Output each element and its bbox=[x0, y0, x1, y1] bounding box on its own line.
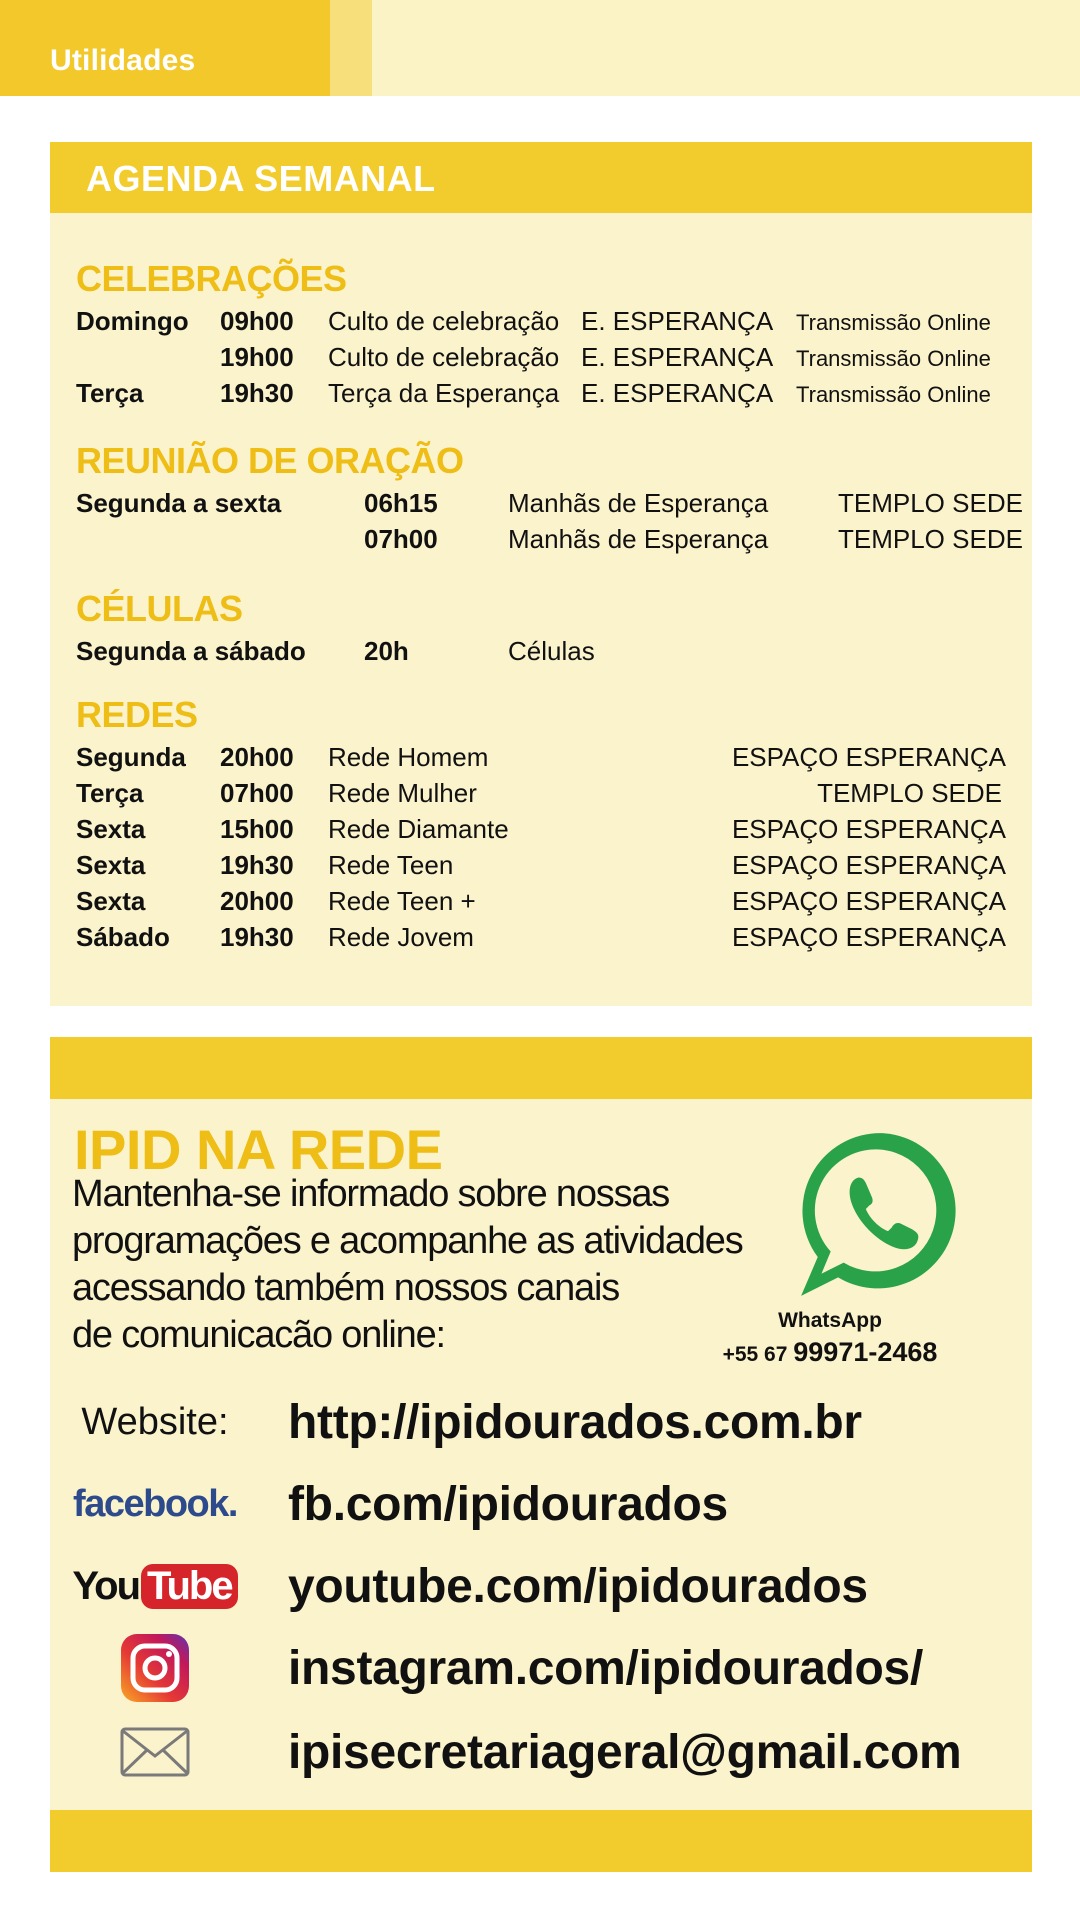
row-time: 20h00 bbox=[220, 886, 294, 916]
row-event: Terça da Esperança bbox=[328, 378, 560, 408]
schedule-row bbox=[50, 886, 1032, 922]
youtube-logo-tube: Tube bbox=[141, 1564, 238, 1609]
row-time: 20h bbox=[364, 636, 409, 666]
instagram-row bbox=[50, 1633, 1032, 1703]
schedule-row bbox=[50, 306, 1032, 342]
schedule-row bbox=[50, 488, 1032, 524]
row-event: Células bbox=[508, 636, 595, 666]
row-place: ESPAÇO ESPERANÇA bbox=[731, 814, 1006, 844]
phone-prefix: +55 67 bbox=[722, 1343, 788, 1366]
facebook-icon bbox=[60, 1469, 250, 1539]
row-note: Transmissão Online bbox=[796, 346, 991, 371]
row-day: Sexta bbox=[76, 886, 146, 916]
row-event: Culto de celebração bbox=[328, 342, 560, 372]
phone-number: 99971-2468 bbox=[793, 1337, 938, 1367]
schedule-row bbox=[50, 922, 1032, 958]
row-day: Segunda a sexta bbox=[76, 488, 282, 518]
row-event: Rede Diamante bbox=[328, 814, 509, 844]
schedule-row bbox=[50, 742, 1032, 778]
top-banner bbox=[0, 0, 1080, 96]
youtube-row bbox=[50, 1551, 1032, 1621]
row-place: ESPAÇO ESPERANÇA bbox=[731, 850, 1006, 880]
section-title-celulas: CÉLULAS bbox=[76, 588, 243, 629]
website-label-box bbox=[60, 1387, 250, 1457]
row-place: ESPAÇO ESPERANÇA bbox=[731, 886, 1006, 916]
row-time: 09h00 bbox=[220, 306, 294, 336]
panel-bottom-band bbox=[50, 1810, 1032, 1872]
row-event: Rede Homem bbox=[328, 742, 489, 772]
row-day: Domingo bbox=[76, 306, 189, 336]
email-link[interactable]: ipisecretariageral@gmail.com bbox=[288, 1726, 962, 1779]
row-event: Manhãs de Esperança bbox=[508, 524, 769, 554]
row-event: Rede Teen bbox=[328, 850, 454, 880]
section-title-redes: REDES bbox=[76, 694, 198, 735]
row-day: Sexta bbox=[76, 850, 146, 880]
instagram-link[interactable]: instagram.com/ipidourados/ bbox=[288, 1642, 923, 1695]
schedule-row bbox=[50, 342, 1032, 378]
facebook-row bbox=[50, 1469, 1032, 1539]
page-title: Utilidades bbox=[50, 44, 196, 77]
panel-top-band bbox=[50, 1037, 1032, 1099]
row-time: 07h00 bbox=[364, 524, 438, 554]
row-time: 20h00 bbox=[220, 742, 294, 772]
row-time: 19h30 bbox=[220, 922, 294, 952]
schedule-row bbox=[50, 524, 1032, 560]
whatsapp-phone[interactable] bbox=[670, 1337, 990, 1368]
section-title-celebracoes: CELEBRAÇÕES bbox=[76, 258, 347, 299]
youtube-link[interactable]: youtube.com/ipidourados bbox=[288, 1560, 868, 1613]
row-note: Transmissão Online bbox=[796, 382, 991, 407]
agenda-panel bbox=[50, 142, 1032, 1006]
row-time: 19h30 bbox=[220, 378, 294, 408]
row-day: Terça bbox=[76, 378, 144, 408]
website-row bbox=[50, 1387, 1032, 1457]
section-title-oracao: REUNIÃO DE ORAÇÃO bbox=[76, 440, 464, 481]
youtube-icon bbox=[60, 1551, 250, 1621]
row-event: Culto de celebração bbox=[328, 306, 560, 336]
agenda-title: AGENDA SEMANAL bbox=[86, 158, 436, 199]
row-place: ESPAÇO ESPERANÇA bbox=[731, 922, 1006, 952]
youtube-logo-you: You bbox=[72, 1563, 139, 1608]
envelope-icon bbox=[60, 1717, 250, 1787]
row-event: Rede Teen + bbox=[328, 886, 476, 916]
row-day: Segunda bbox=[76, 742, 186, 772]
row-place: TEMPLO SEDE bbox=[817, 778, 1002, 808]
row-place: TEMPLO SEDE bbox=[838, 488, 1023, 518]
description-line: Mantenha-se informado sobre nossas bbox=[72, 1173, 670, 1215]
agenda-header bbox=[50, 142, 1032, 213]
description-line: programações e acompanhe as atividades bbox=[72, 1220, 743, 1262]
whatsapp-icon[interactable] bbox=[790, 1122, 975, 1307]
instagram-icon bbox=[60, 1633, 250, 1703]
row-place: E. ESPERANÇA bbox=[581, 378, 774, 408]
row-place: ESPAÇO ESPERANÇA bbox=[731, 742, 1006, 772]
row-day: Sábado bbox=[76, 922, 170, 952]
row-note: Transmissão Online bbox=[796, 310, 991, 335]
row-day: Sexta bbox=[76, 814, 146, 844]
row-day: Terça bbox=[76, 778, 144, 808]
row-time: 06h15 bbox=[364, 488, 438, 518]
facebook-logo: facebook. bbox=[73, 1482, 237, 1525]
row-time: 19h30 bbox=[220, 850, 294, 880]
schedule-row bbox=[50, 378, 1032, 414]
ipid-na-rede-panel bbox=[50, 1037, 1032, 1872]
row-place: E. ESPERANÇA bbox=[581, 306, 774, 336]
schedule-row bbox=[50, 850, 1032, 886]
facebook-link[interactable]: fb.com/ipidourados bbox=[288, 1478, 728, 1531]
row-event: Rede Jovem bbox=[328, 922, 474, 952]
row-time: 19h00 bbox=[220, 342, 294, 372]
schedule-row bbox=[50, 778, 1032, 814]
description-line: acessando também nossos canais bbox=[72, 1267, 619, 1309]
website-link[interactable]: http://ipidourados.com.br bbox=[288, 1396, 862, 1449]
rede-description bbox=[72, 1171, 743, 1359]
row-event: Manhãs de Esperança bbox=[508, 488, 769, 518]
email-row bbox=[50, 1717, 1032, 1787]
banner-tab-accent bbox=[330, 0, 372, 96]
schedule-row bbox=[50, 636, 1032, 672]
row-day: Segunda a sábado bbox=[76, 636, 306, 666]
website-label: Website: bbox=[81, 1400, 229, 1443]
row-place: TEMPLO SEDE bbox=[838, 524, 1023, 554]
schedule-row bbox=[50, 814, 1032, 850]
rede-heading: IPID NA REDE bbox=[74, 1118, 443, 1181]
whatsapp-label: WhatsApp bbox=[778, 1309, 882, 1332]
row-event: Rede Mulher bbox=[328, 778, 477, 808]
row-time: 15h00 bbox=[220, 814, 294, 844]
row-place: E. ESPERANÇA bbox=[581, 342, 774, 372]
description-line: de comunicacão online: bbox=[72, 1314, 445, 1356]
row-time: 07h00 bbox=[220, 778, 294, 808]
